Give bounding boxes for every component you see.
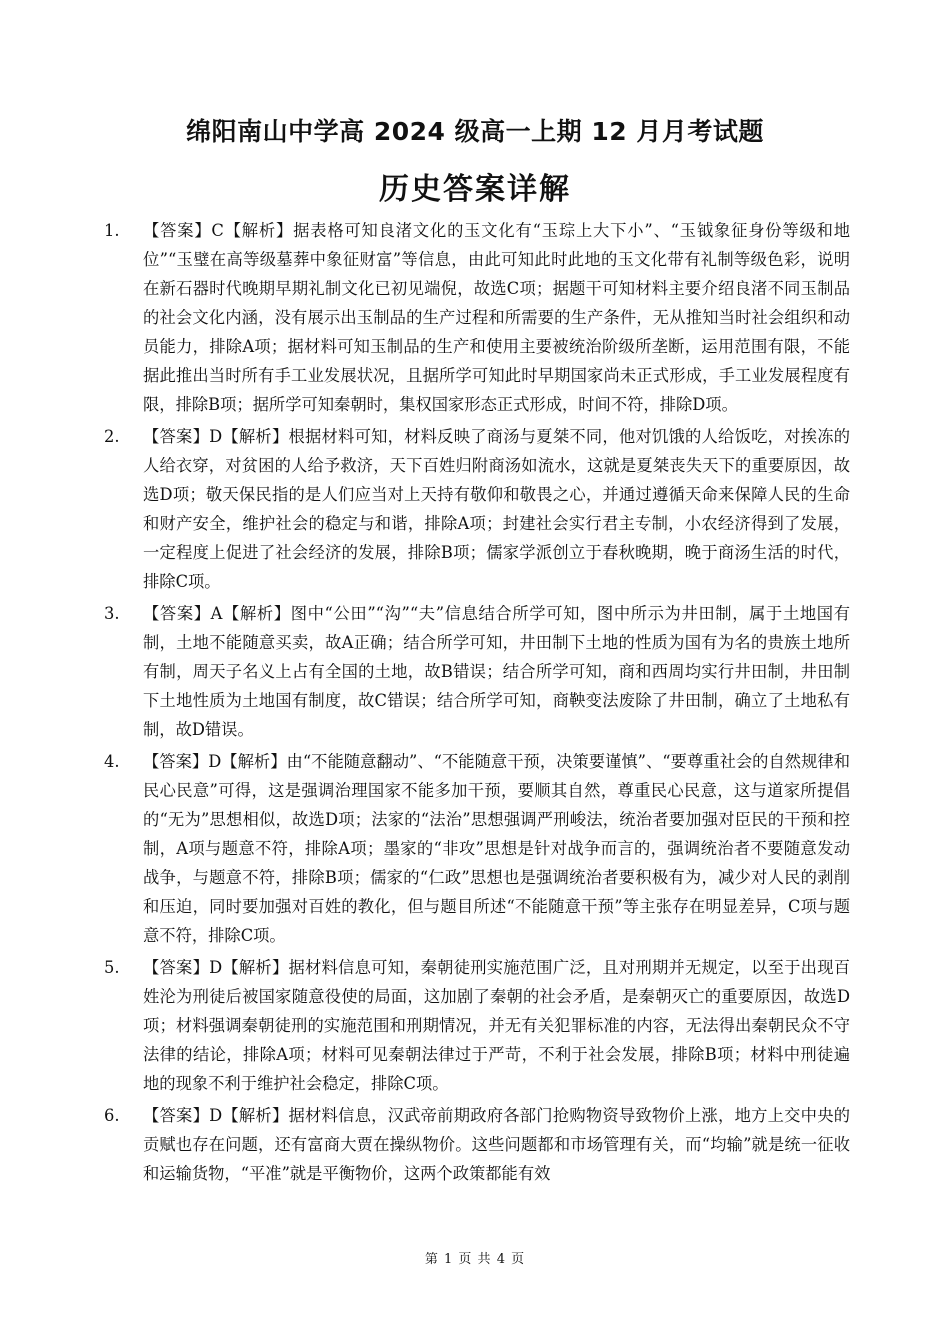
answer-explanation: 【答案】D【解析】据材料信息可知，秦朝徒刑实施范围广泛，且对刑期并无规定，以至于出现百姓沦为刑徒后被国家随意役使的局面，这加剧了秦朝的社会矛盾，是秦朝灭亡的重要原因，故选D项；材料强调秦朝徒刑的实施范围和刑期情况，并无有关犯罪标准的内容，无法得出秦朝民众不守法律的结论，排除A项；材料可见秦朝法律过于严苛，不利于社会发展，排除B项；材料中刑徒遍地的现象不利于维护社会稳定，排除C项。: [143, 958, 850, 1093]
answer-item-1: [104, 216, 850, 419]
answer-explanation: 【答案】C【解析】据表格可知良渚文化的玉文化有“玉琮上大下小”、“玉钺象征身份等级和地位”“玉璧在高等级墓葬中象征财富”等信息，由此可知此时此地的玉文化带有礼制等级色彩，说明在新石器时代晚期早期礼制文化已初见端倪，故选C项；据题干可知材料主要介绍良渚不同玉制品的社会文化内涵，没有展示出玉制品的生产过程和所需要的生产条件，无从推知当时社会组织和动员能力，排除A项；据材料可知玉制品的生产和使用主要被统治阶级所垄断，运用范围有限，不能据此推出当时所有手工业发展状况，且据所学可知此时早期国家尚未正式形成，手工业发展程度有限，排除B项；据所学可知秦朝时，集权国家形态正式形成，时间不符，排除D项。: [143, 221, 850, 414]
answer-item-6: [104, 1101, 850, 1188]
question-number: 2.: [104, 427, 120, 446]
answer-explanation: 【答案】A【解析】图中“公田”“沟”“夫”信息结合所学可知，图中所示为井田制，属于土地国有制，土地不能随意买卖，故A正确；结合所学可知，井田制下土地的性质为国有为名的贵族土地所有制，周天子名义上占有全国的土地，故B错误；结合所学可知，商和西周均实行井田制，井田制下土地性质为土地国有制度，故C错误；结合所学可知，商鞅变法废除了井田制，确立了土地私有制，故D错误。: [143, 604, 850, 739]
answer-list: [104, 216, 850, 1188]
question-number: 5.: [104, 958, 120, 977]
answer-explanation: 【答案】D【解析】据材料信息，汉武帝前期政府各部门抢购物资导致物价上涨，地方上交中央的贡赋也存在问题，还有富商大贾在操纵物价。这些问题都和市场管理有关，而“均输”就是统一征收和运输货物，“平准”就是平衡物价，这两个政策都能有效: [143, 1106, 850, 1183]
page-title: 绵阳南山中学高 2024 级高一上期 12 月月考试题: [186, 117, 764, 146]
question-number: 6.: [104, 1106, 120, 1125]
answer-item-2: [104, 422, 850, 596]
page-subtitle: 历史答案详解: [379, 172, 571, 207]
answer-item-5: [104, 953, 850, 1098]
question-number: 4.: [104, 752, 120, 771]
question-number: 3.: [104, 604, 120, 623]
answer-item-3: [104, 599, 850, 744]
answer-explanation: 【答案】D【解析】由“不能随意翻动”、“不能随意干预，决策要谨慎”、“要尊重社会的自然规律和民心民意”可得，这是强调治理国家不能多加干预，要顺其自然，尊重民心民意，这与道家所提倡的“无为”思想相似，故选D项；法家的“法治”思想强调严刑峻法，统治者要加强对臣民的干预和控制，A项与题意不符，排除A项；墨家的“非攻”思想是针对战争而言的，强调统治者不要随意发动战争，与题意不符，排除B项；儒家的“仁政”思想也是强调统治者要积极有为，减少对人民的剥削和压迫，同时要加强对百姓的教化，但与题目所述“不能随意干预”等主张存在明显差异，C项与题意不符，排除C项。: [143, 752, 850, 945]
answer-item-4: [104, 747, 850, 950]
question-number: 1.: [104, 221, 120, 240]
answer-explanation: 【答案】D【解析】根据材料可知，材料反映了商汤与夏桀不同，他对饥饿的人给饭吃，对挨冻的人给衣穿，对贫困的人给予救济，天下百姓归附商汤如流水，这就是夏桀丧失天下的重要原因，故选D项；敬天保民指的是人们应当对上天持有敬仰和敬畏之心，并通过遵循天命来保障人民的生命和财产安全，维护社会的稳定与和谐，排除A项；封建社会实行君主专制，小农经济得到了发展，一定程度上促进了社会经济的发展，排除B项；儒家学派创立于春秋晚期，晚于商汤生活的时代，排除C项。: [143, 427, 850, 591]
page-footer: 第 1 页 共 4 页: [424, 1252, 526, 1267]
